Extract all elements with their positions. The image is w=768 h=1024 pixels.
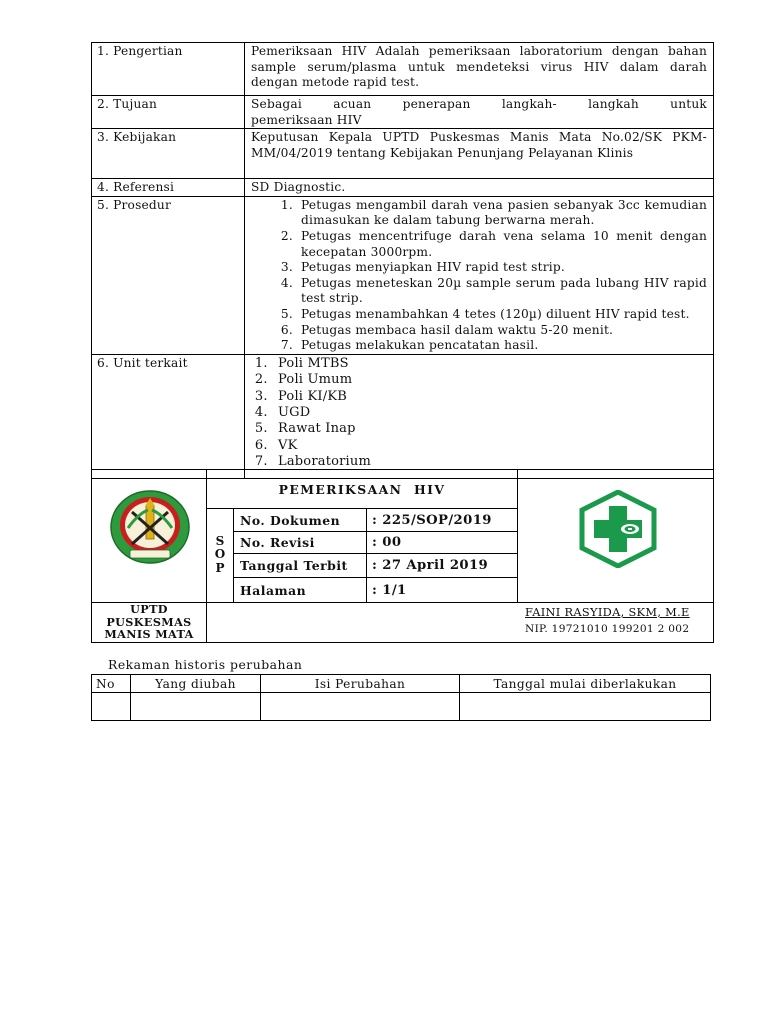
text-kebijakan: Keputusan Kepala UPTD Puskesmas Manis Mata No.02/SK PKM-MM/04/2019 tentang Kebijakan Penunjang Pelayanan Klinis xyxy=(245,129,714,179)
label-referensi: 4. Referensi xyxy=(92,179,245,197)
row-referensi xyxy=(92,179,714,197)
history-empty-row xyxy=(92,693,711,721)
page-label: Halaman xyxy=(240,582,307,598)
procedure-step: 2. Petugas mencentrifuge darah vena selama 10 menit dengan kecepatan 3000rpm. xyxy=(297,229,707,260)
procedure-step: 4. Petugas meneteskan 20µ sample serum pada lubang HIV rapid test strip. xyxy=(297,276,707,307)
procedure-step: 6. Petugas membaca hasil dalam waktu 5-20 menit. xyxy=(297,323,707,339)
org-line: MANIS MATA xyxy=(104,627,194,642)
row-tujuan xyxy=(92,96,714,129)
unit-item: 3. Poli KI/KB xyxy=(272,389,707,405)
org-line: UPTD xyxy=(130,602,168,617)
history-cell xyxy=(261,693,460,721)
history-col-no: No xyxy=(92,675,131,693)
sop-letter: O xyxy=(214,547,226,562)
regency-logo xyxy=(108,488,192,566)
text-pengertian: Pemeriksaan HIV Adalah pemeriksaan laboratorium dengan bahan sample serum/plasma untuk mendeteksi virus HIV dalam darah dengan metode rapid test. xyxy=(245,43,714,96)
unit-item: 7. Laboratorium xyxy=(272,454,707,470)
procedure-step: 1. Petugas mengambil darah vena pasien sebanyak 3cc kemudian dimasukan ke dalam tabung berwarna merah. xyxy=(297,198,707,229)
revision-label: No. Revisi xyxy=(240,535,315,550)
unit-item: 2. Poli Umum xyxy=(272,372,707,388)
row-kebijakan xyxy=(92,129,714,179)
signer-block xyxy=(525,605,690,637)
procedure-list xyxy=(251,198,707,354)
unit-item: 6. VK xyxy=(272,438,707,454)
history-caption: Rekaman historis perubahan xyxy=(108,657,303,672)
page-value: : 1/1 xyxy=(372,582,407,598)
text-referensi: SD Diagnostic. xyxy=(245,179,714,197)
signer-name: FAINI RASYIDA, SKM, M.E xyxy=(525,605,690,619)
history-table xyxy=(91,674,711,721)
puskesmas-logo xyxy=(578,490,658,568)
history-cell xyxy=(131,693,261,721)
history-header-row xyxy=(92,675,711,693)
row-prosedur xyxy=(92,196,714,354)
sop-content-table xyxy=(91,42,714,479)
procedure-step: 7. Petugas melakukan pencatatan hasil. xyxy=(297,338,707,354)
sop-title: PEMERIKSAAN HIV xyxy=(278,481,446,497)
text-tujuan-line1: Sebagai acuan penerapan langkah- langkah untuk xyxy=(251,97,707,111)
org-line: PUSKESMAS xyxy=(106,614,192,629)
label-prosedur: 5. Prosedur xyxy=(92,196,245,354)
procedure-cell xyxy=(245,196,714,354)
sop-letter: S xyxy=(215,533,225,548)
signer-nip: NIP. 19721010 199201 2 002 xyxy=(525,623,690,635)
doc-number-value: : 225/SOP/2019 xyxy=(372,512,492,528)
issue-date-value: : 27 April 2019 xyxy=(372,558,489,573)
row-unit-terkait xyxy=(92,354,714,478)
history-col-changed: Yang diubah xyxy=(131,675,261,693)
revision-value: : 00 xyxy=(372,535,402,550)
history-col-content: Isi Perubahan xyxy=(261,675,460,693)
history-cell xyxy=(460,693,711,721)
issue-date-label: Tanggal Terbit xyxy=(240,558,348,573)
label-unit-terkait: 6. Unit terkait xyxy=(92,354,245,478)
sop-vertical-label xyxy=(207,508,233,602)
unit-item: 5. Rawat Inap xyxy=(272,421,707,437)
history-cell xyxy=(92,693,131,721)
procedure-step: 5. Petugas menambahkan 4 tetes (120µ) diluent HIV rapid test. xyxy=(297,307,707,323)
units-cell xyxy=(245,354,714,478)
health-cross-icon xyxy=(578,490,658,568)
text-tujuan-line2: pemeriksaan HIV xyxy=(251,112,362,127)
label-pengertian: 1. Pengertian xyxy=(92,43,245,96)
organization-name xyxy=(91,602,207,642)
label-kebijakan: 3. Kebijakan xyxy=(92,129,245,179)
text-tujuan xyxy=(245,96,714,129)
row-pengertian xyxy=(92,43,714,96)
label-tujuan: 2. Tujuan xyxy=(92,96,245,129)
unit-list xyxy=(251,356,707,471)
unit-item: 1. Poli MTBS xyxy=(272,356,707,372)
divider xyxy=(517,469,518,603)
unit-item: 4. UGD xyxy=(272,405,707,421)
doc-number-label: No. Dokumen xyxy=(240,512,341,528)
sop-letter: P xyxy=(215,560,225,575)
history-col-date: Tanggal mulai diberlakukan xyxy=(460,675,711,693)
procedure-step: 3. Petugas menyiapkan HIV rapid test strip. xyxy=(297,260,707,276)
regency-emblem-icon xyxy=(108,488,192,566)
